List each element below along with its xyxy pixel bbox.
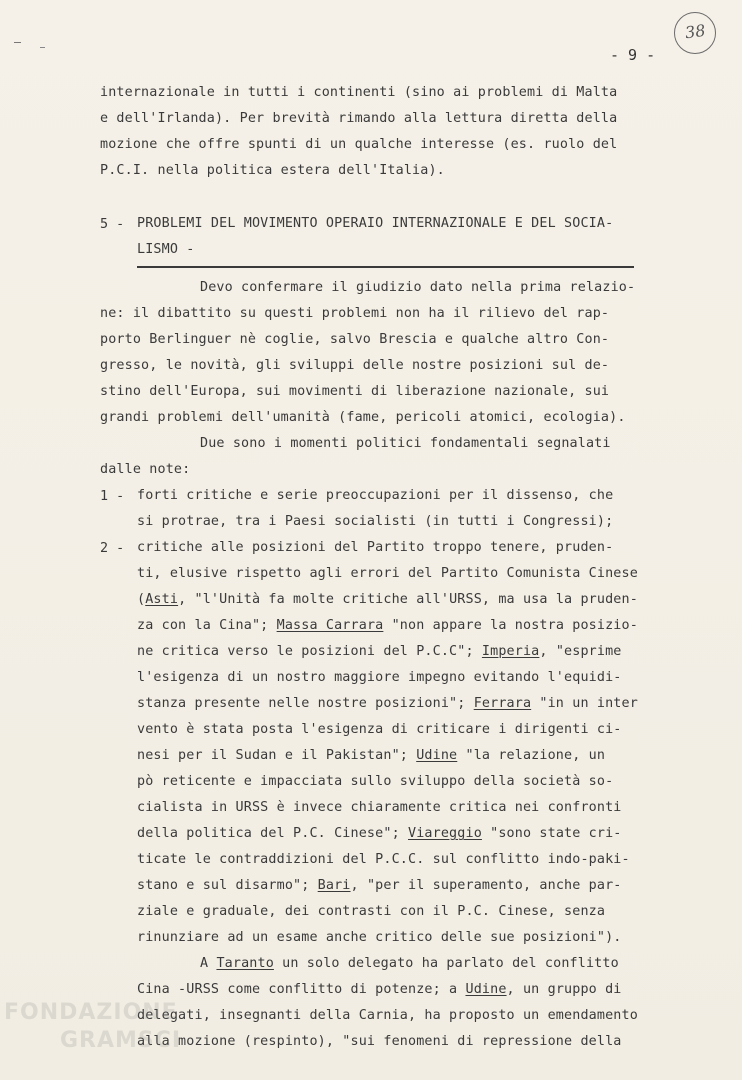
- text-line: [137, 879, 622, 892]
- text-line: si protrae, tra i Paesi socialisti (in tutti i Congressi);: [137, 514, 614, 529]
- text-fragment: stanza presente nelle nostre posizioni";: [137, 696, 474, 711]
- list-marker: 2 -: [100, 541, 125, 556]
- city-name: Udine: [465, 982, 507, 997]
- list-marker: 1 -: [100, 489, 125, 504]
- text-line: [137, 697, 638, 710]
- city-name: Taranto: [216, 956, 274, 971]
- section-number: 5 -: [100, 217, 125, 232]
- text-line: mozione che offre spunti di un qualche interesse (es. ruolo del: [100, 137, 618, 152]
- text-line: grandi problemi dell'umanità (fame, pericoli atomici, ecologia).: [100, 410, 626, 425]
- city-name: Massa Carrara: [276, 618, 384, 633]
- watermark: GRAMSCI: [60, 1028, 182, 1053]
- text-fragment: della politica del P.C. Cinese";: [137, 826, 408, 841]
- text-fragment: za con la Cina";: [137, 618, 277, 633]
- margin-mark: [40, 47, 45, 48]
- city-name: Udine: [416, 748, 458, 763]
- text-fragment: un solo delegato ha parlato del conflitto: [273, 956, 619, 971]
- text-line: [137, 983, 622, 996]
- text-line: [137, 749, 605, 762]
- text-line: critiche alle posizioni del Partito troppo tenere, pruden-: [137, 540, 614, 555]
- section-title: LISMO -: [137, 242, 195, 257]
- text-line: e dell'Irlanda). Per brevità rimando alla lettura diretta della: [100, 111, 618, 126]
- text-line: dalle note:: [100, 462, 191, 477]
- text-fragment: Cina -URSS come conflitto di potenze; a: [137, 982, 466, 997]
- text-line: ne: il dibattito su questi problemi non ha il rilievo del rap-: [100, 306, 610, 321]
- text-fragment: A: [200, 956, 217, 971]
- text-line: pò reticente e impacciata sullo sviluppo della società so-: [137, 774, 614, 789]
- text-line: [137, 619, 638, 632]
- text-fragment: ne critica verso le posizioni del P.C.C";: [137, 644, 482, 659]
- text-line: rinunziare ad un esame anche critico delle sue posizioni").: [137, 930, 622, 945]
- text-line: Devo confermare il giudizio dato nella prima relazio-: [200, 280, 636, 295]
- text-fragment: "in un inter: [531, 696, 638, 711]
- paren-open: (: [137, 592, 146, 607]
- folio-stamp: [674, 12, 716, 54]
- text-fragment: , "l'Unità fa molte critiche all'URSS, ma usa la pruden-: [178, 592, 638, 607]
- text-line: P.C.I. nella politica estera dell'Italia).: [100, 163, 445, 178]
- text-line: [200, 957, 619, 970]
- text-fragment: , un gruppo di: [506, 982, 622, 997]
- text-line: [137, 593, 638, 606]
- watermark: FONDAZIONE: [4, 1000, 178, 1025]
- margin-mark: [14, 42, 21, 43]
- heading-rule: [137, 266, 634, 268]
- text-fragment: "sono state cri-: [481, 826, 622, 841]
- text-line: Due sono i momenti politici fondamentali segnalati: [200, 436, 611, 451]
- city-name: Ferrara: [473, 696, 532, 711]
- text-line: alla mozione (respinto), "sui fenomeni di repressione della: [137, 1034, 622, 1049]
- text-line: porto Berlinguer nè coglie, salvo Brescia e qualche altro Con-: [100, 332, 610, 347]
- text-line: [137, 827, 622, 840]
- folio-number: 38: [683, 20, 707, 43]
- page-number: - 9 -: [610, 46, 656, 64]
- text-line: gresso, le novità, gli sviluppi delle nostre posizioni sul de-: [100, 358, 610, 373]
- text-line: ziale e graduale, dei contrasti con il P.C. Cinese, senza: [137, 904, 606, 919]
- city-name: Viareggio: [408, 826, 482, 841]
- text-line: stino dell'Europa, sui movimenti di liberazione nazionale, sui: [100, 384, 610, 399]
- text-line: ti, elusive rispetto agli errori del Partito Comunista Cinese: [137, 566, 638, 581]
- text-line: cialista in URSS è invece chiaramente critica nei confronti: [137, 800, 622, 815]
- text-fragment: , "per il superamento, anche par-: [350, 878, 622, 893]
- text-fragment: , "esprime: [539, 644, 622, 659]
- text-line: internazionale in tutti i continenti (sino ai problemi di Malta: [100, 85, 618, 100]
- city-name: Asti: [145, 592, 179, 607]
- section-title: PROBLEMI DEL MOVIMENTO OPERAIO INTERNAZIONALE E DEL SOCIA-: [137, 216, 614, 231]
- text-line: [137, 645, 622, 658]
- text-line: ticate le contraddizioni del P.C.C. sul conflitto indo-paki-: [137, 852, 630, 867]
- city-name: Bari: [317, 878, 351, 893]
- text-line: vento è stata posta l'esigenza di criticare i dirigenti ci-: [137, 722, 622, 737]
- text-line: delegati, insegnanti della Carnia, ha proposto un emendamento: [137, 1008, 638, 1023]
- text-fragment: "la relazione, un: [457, 748, 606, 763]
- city-name: Imperia: [481, 644, 540, 659]
- text-line: forti critiche e serie preoccupazioni per il dissenso, che: [137, 488, 614, 503]
- text-fragment: "non appare la nostra posizio-: [383, 618, 638, 633]
- text-fragment: stano e sul disarmo";: [137, 878, 318, 893]
- text-line: l'esigenza di un nostro maggiore impegno evitando l'equidi-: [137, 670, 622, 685]
- text-fragment: nesi per il Sudan e il Pakistan";: [137, 748, 417, 763]
